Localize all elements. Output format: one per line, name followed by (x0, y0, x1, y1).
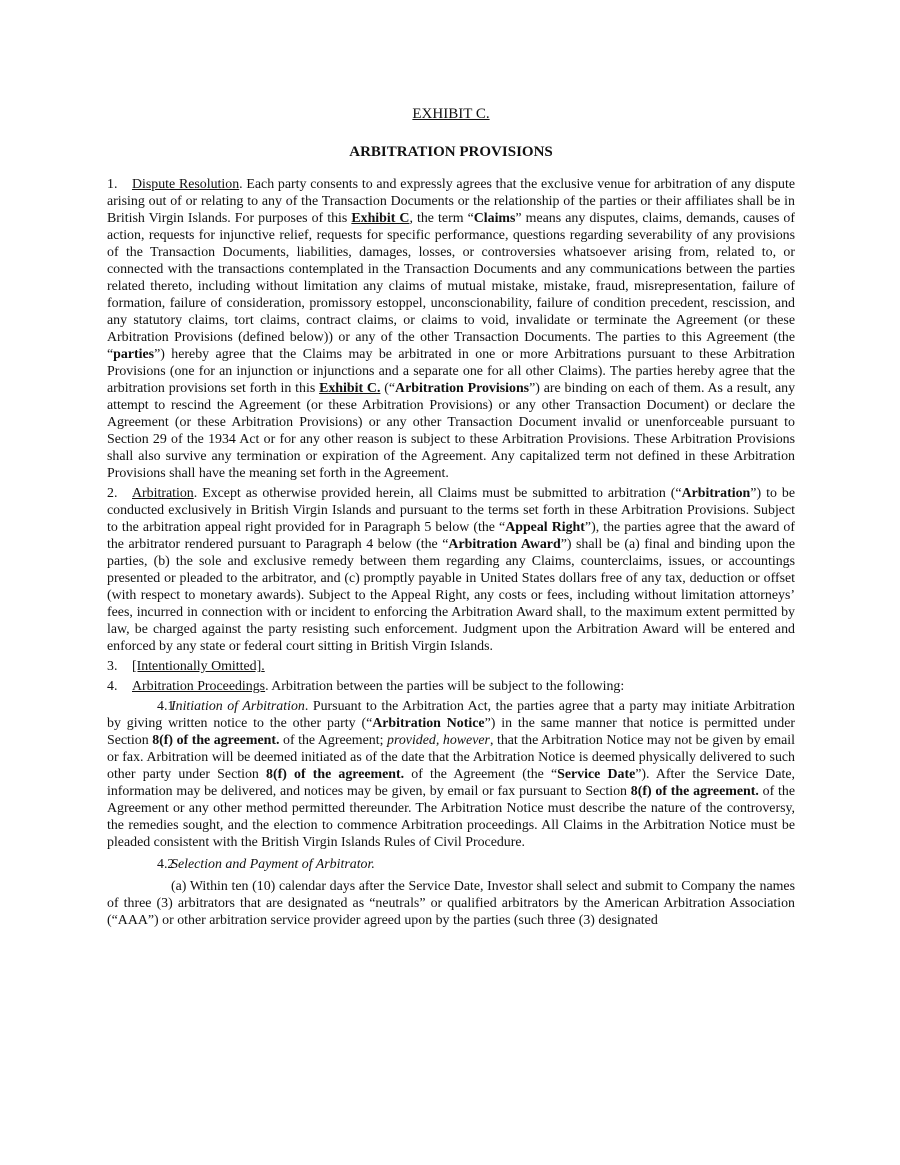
section-3-omitted (107, 658, 795, 675)
section-heading: Selection and Payment of Arbitrator (171, 857, 372, 872)
defined-term: Arbitration Provisions (395, 381, 530, 396)
body-text: ”) shall be (a) final and binding upon the parties, (b) the sole and exclusive remedy between them regarding any Claims, counterclaims, issues, or accountings presented or pleaded to the arbitrator, and (c) promptly payable in United States dollars free of any tax, deduction or offset (with respect to monetary awards). Subject to the Appeal Right, any costs or fees, including without limitation attorneys’ fees, incurred in connection with or incident to enforcing the Arbitration Award shall, to the maximum extent permitted by law, be charged against the party resisting such enforcement. Judgment upon the Arbitration Award will be entered and enforced by any state or federal court sitting in British Virgin Islands. (107, 537, 795, 654)
defined-term: Arbitration Notice (372, 716, 485, 731)
section-heading: Dispute Resolution (132, 177, 240, 192)
body-text: of the Agreement or any other method permitted thereunder. The Arbitration Notice must describe the nature of the controversy, the remedies sought, and the election to commence Arbitration proceedings. All Claims in the Arbitration Notice must be pleaded consistent with the British Virgin Islands Rules of Civil Procedure. (107, 784, 795, 850)
section-number: 1. (107, 177, 118, 192)
body-text: ”) are binding on each of them. As a result, any attempt to rescind the Agreement (or these Arbitration Provisions) or any other Transaction Document) or declare the Agreement (or these Arbitration Provisions) or any other Transaction Document invalid or unenforceable pursuant to Section 29 of the 1934 Act or for any other reason is subject to these Arbitration Provisions. These Arbitration Provisions shall also survive any termination or expiration of the Agreement. Any capitalized term not defined in these Arbitration Provisions shall have the meaning set forth in the Agreement. (107, 381, 796, 481)
body-text: . Except as otherwise provided herein, all Claims must be submitted to arbitration (“ (193, 486, 682, 501)
defined-term: Exhibit C (351, 211, 410, 226)
body-text: ”) hereby agree that the Claims may be arbitrated in one or more Arbitrations pursuant to these Arbitration Provisions (one for an injunction or injunctions and a separate one for all other Claims). The parties hereby agree that the arbitration provisions set forth in this (107, 347, 795, 396)
document-page (107, 104, 795, 929)
document-title: ARBITRATION PROVISIONS (349, 144, 553, 160)
defined-term: Appeal Right (505, 520, 585, 535)
body-text: ”) in the same manner that notice is permitted under Section (107, 716, 795, 748)
section-heading: Initiation of Arbitration (171, 699, 305, 714)
proviso-text: provided, however (387, 733, 490, 748)
defined-term: Arbitration Award (448, 537, 561, 552)
body-text: (“ (380, 381, 396, 396)
section-number: 4. (107, 679, 118, 694)
body-text: ”) to be conducted exclusively in British Virgin Islands and pursuant to the terms set forth in these Arbitration Provisions. Subject to the arbitration appeal right provided for in Paragraph 5 below (the “ (107, 486, 795, 535)
section-number: 4.1 (157, 699, 175, 714)
section-reference: 8(f) of the agreement. (630, 784, 759, 799)
section-4-2-a: (a) Within ten (10) calendar days after the Service Date, Investor shall select and submit to Company the names of three (3) arbitrators that are designated as “neutrals” or qualified arbitrators by the American Arbitration Association (“AAA”) or other arbitration service provider agreed upon by the parties (such three (3) designated (107, 879, 795, 928)
defined-term: Arbitration (681, 486, 751, 501)
body-text: . (261, 659, 265, 674)
body-text: ” means any disputes, claims, demands, causes of action, requests for injunctive relief, requests for specific performance, questions regarding severability of any provisions of the Transaction Documents, liabilities, damages, losses, or controversies whatsoever arising from, related to, or connected with the transactions contemplated in the Transaction Documents and any communications between the parties related thereto, including without limitation any claims of mutual mistake, mistake, fraud, misrepresentation, failure of formation, failure of consideration, promissory estoppel, unconscionability, failure of condition precedent, rescission, and any statutory claims, tort claims, contract claims, or claims to void, invalidate or terminate the Agreement (or these Arbitration Provisions (defined below)) or any of the other Transaction Documents. The parties to this Agreement (the “ (107, 211, 795, 362)
section-1-dispute-resolution (107, 176, 795, 482)
section-number: 2. (107, 486, 118, 501)
body-text: of the Agreement (the “ (404, 767, 558, 782)
defined-term: Exhibit C. (319, 381, 381, 396)
section-4-2-selection (107, 856, 795, 873)
section-reference: 8(f) of the agreement. (152, 733, 280, 748)
body-text: . Pursuant to the Arbitration Act, the parties agree that a party may initiate Arbitration by giving written notice to the other party (“ (107, 699, 795, 731)
defined-term: parties (113, 347, 155, 362)
body-text: . Arbitration between the parties will be subject to the following: (265, 679, 625, 694)
section-4-1-initiation (107, 698, 795, 851)
body-text: of the Agreement; (279, 733, 387, 748)
exhibit-title: EXHIBIT C. (412, 106, 490, 122)
section-number: 3. (107, 659, 118, 674)
section-number: 4.2 (157, 857, 175, 872)
body-text: ”). After the Service Date, information may be delivered, and notices may be given, by email or fax pursuant to Section (107, 767, 795, 799)
section-4-arbitration-proceedings (107, 678, 795, 695)
section-2-arbitration (107, 485, 795, 655)
defined-term: Service Date (557, 767, 636, 782)
section-heading: Arbitration (132, 486, 194, 501)
body-text: . (371, 857, 375, 872)
section-heading: Arbitration Proceedings (132, 679, 266, 694)
body-text: , the term “ (409, 211, 474, 226)
body-text: , that the Arbitration Notice may not be given by email or fax. Arbitration will be deemed initiated as of the date that the Arbitration Notice is deemed physically delivered to such other party under Section (107, 733, 796, 782)
section-reference: 8(f) of the agreement. (266, 767, 405, 782)
section-heading: [Intentionally Omitted] (132, 659, 262, 674)
defined-term: Claims (473, 211, 516, 226)
body-text: . Each party consents to and expressly agrees that the exclusive venue for arbitration of any dispute arising out of or relating to any of the Transaction Documents or the relationship of the parties or their affiliates shall be in British Virgin Islands. For purposes of this (107, 177, 795, 226)
body-text: ”), the parties agree that the award of the arbitrator rendered pursuant to Paragraph 4 below (the “ (107, 520, 795, 552)
